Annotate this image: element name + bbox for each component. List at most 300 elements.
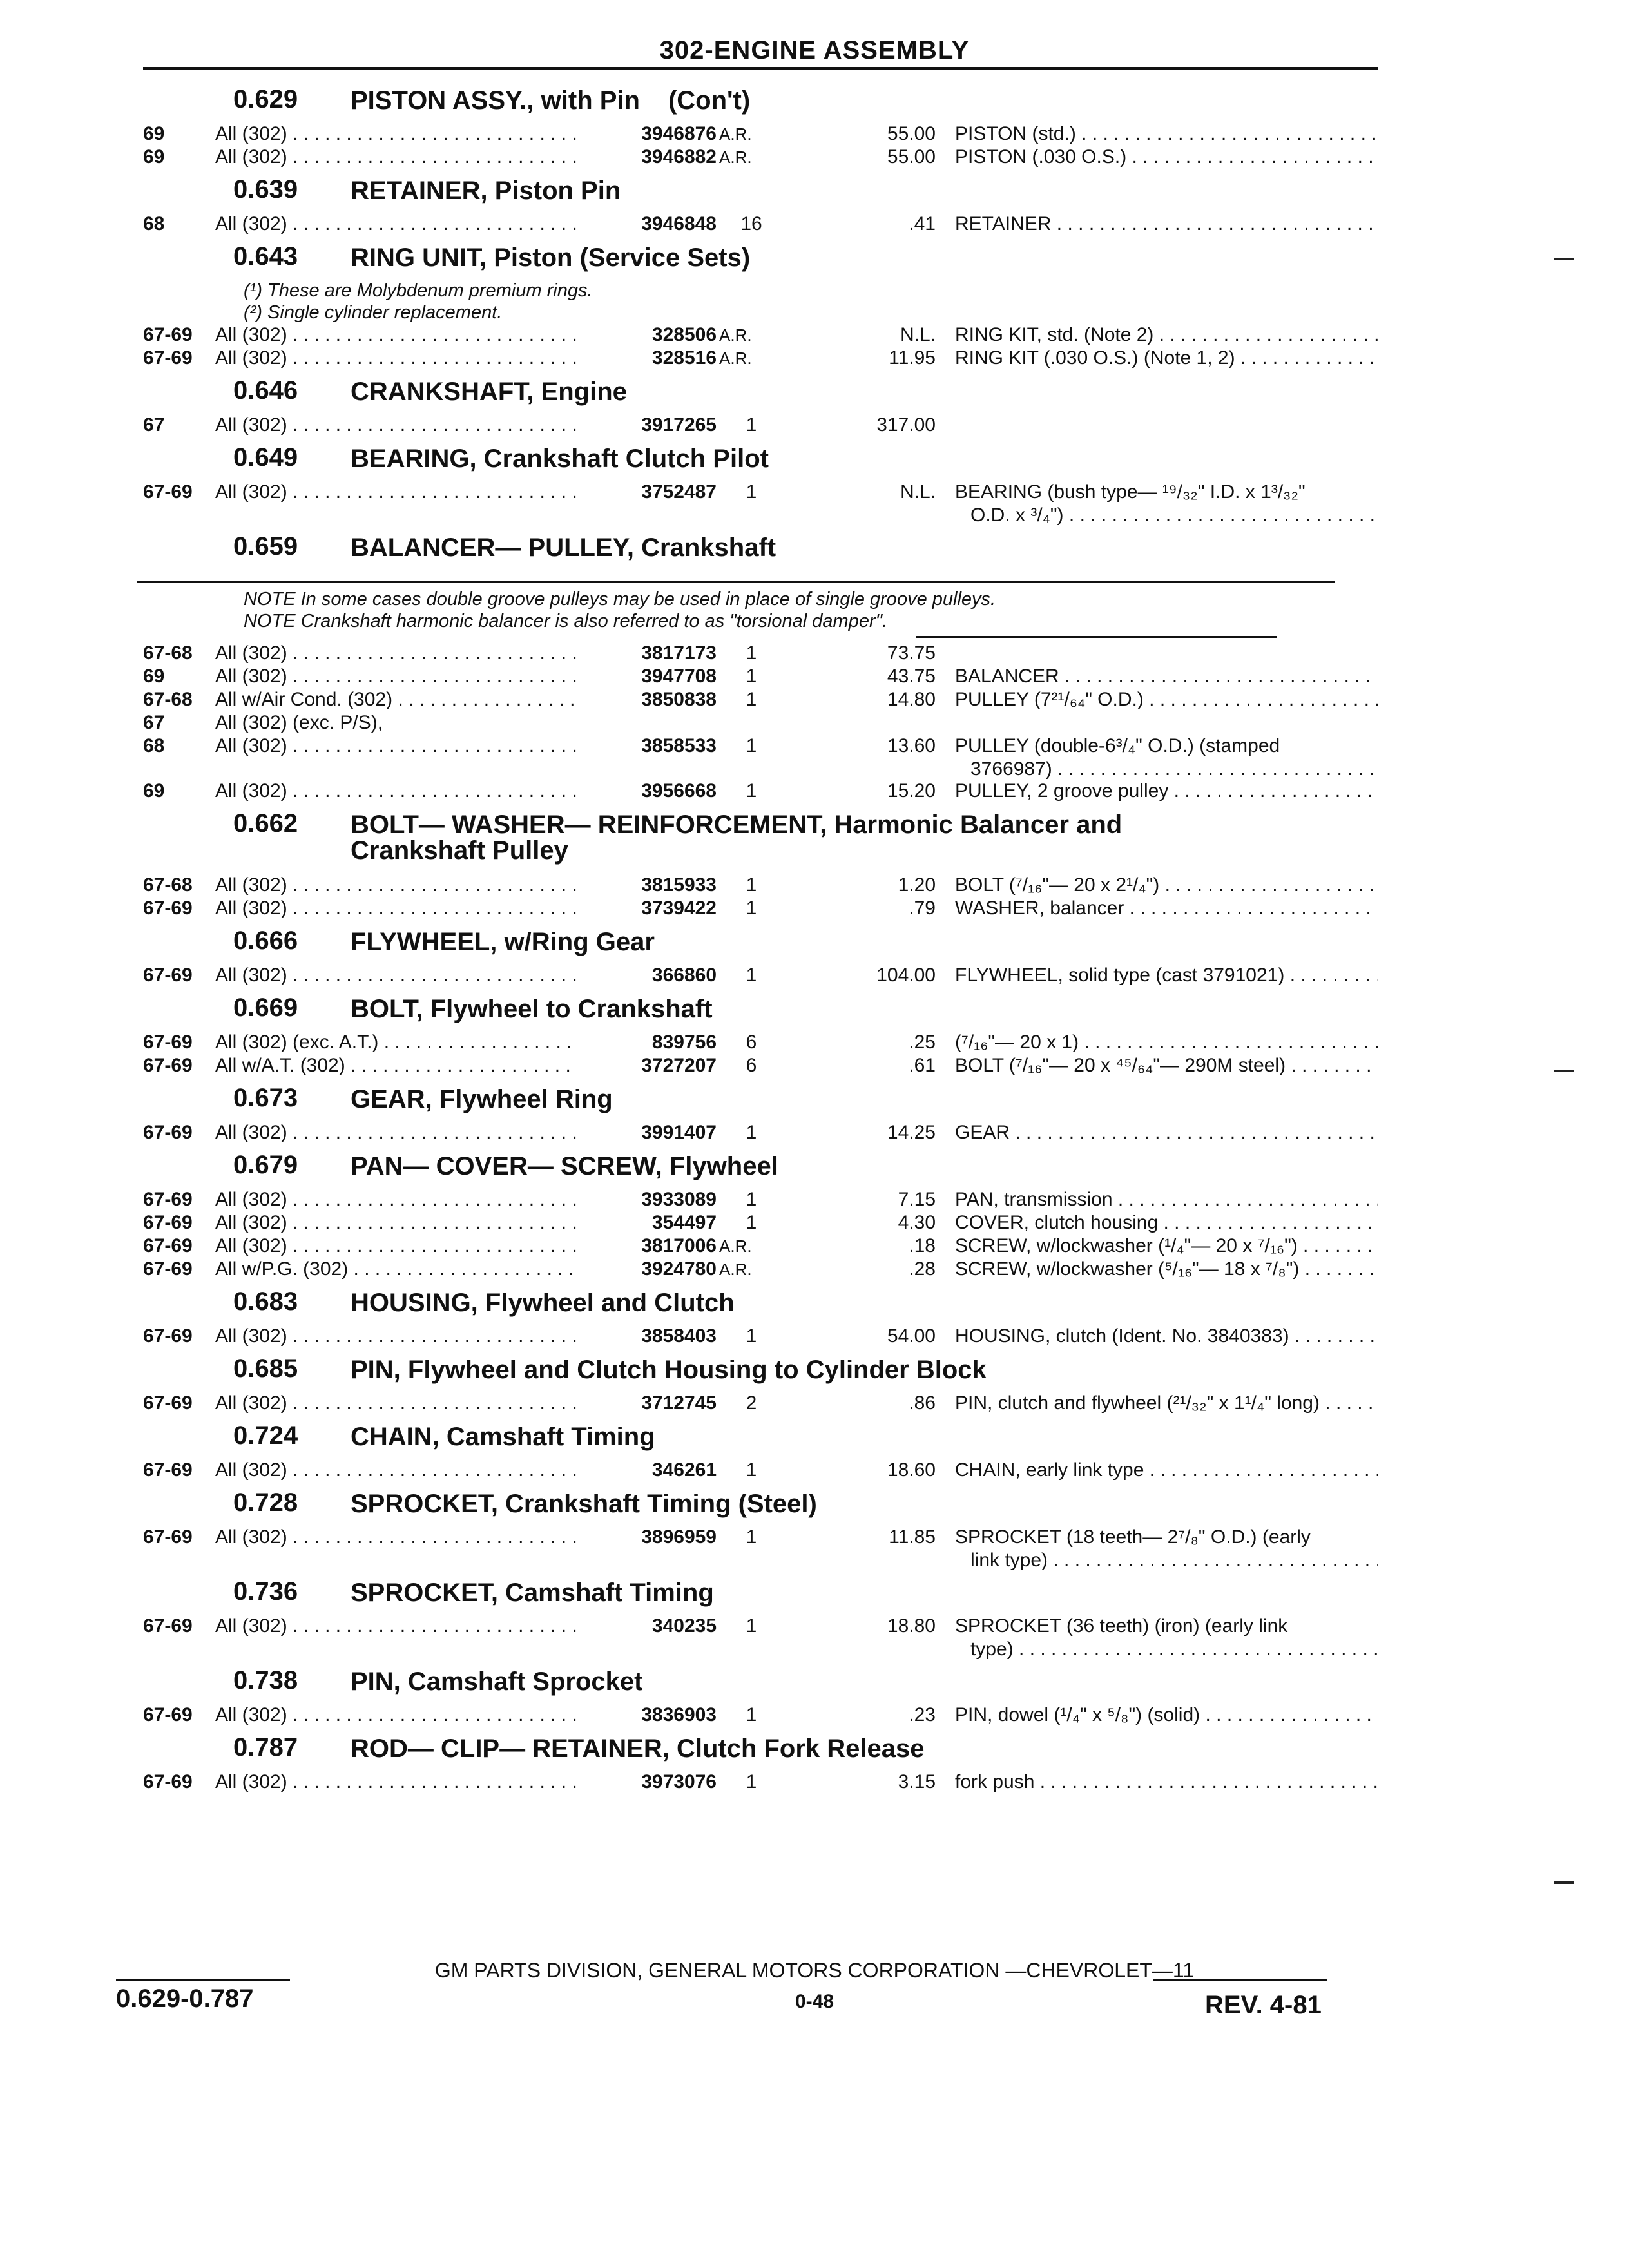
part-number: 354497	[651, 1212, 717, 1233]
table-row	[143, 780, 1378, 803]
part-number: 3924780	[641, 1258, 717, 1280]
group-number: 0.643	[233, 242, 298, 271]
section-header	[143, 1666, 1378, 1704]
section-title-text: FLYWHEEL, w/Ring Gear	[351, 928, 655, 956]
model-years: 69	[143, 123, 165, 144]
section-header	[143, 994, 1378, 1031]
description-line: BEARING (bush type— ¹⁹/₃₂" I.D. x 1³/₃₂"	[955, 481, 1306, 503]
section-header	[143, 1421, 1378, 1459]
list-price: .41	[909, 213, 936, 235]
application: All (302) . . .	[215, 665, 576, 688]
quantity-as-required: A.R.	[719, 349, 752, 368]
description-line: SCREW, w/lockwasher (¹/₄"— 20 x ⁷/₁₆") . . .	[955, 1235, 1378, 1258]
application: All (302) . . .	[215, 414, 576, 437]
section-title	[351, 178, 621, 204]
list-price: 43.75	[887, 666, 936, 687]
group-number: 0.738	[233, 1666, 298, 1695]
quantity: 1	[746, 414, 757, 436]
description-line: COVER, clutch housing . . .	[955, 1211, 1378, 1235]
model-years: 67-69	[143, 898, 193, 919]
part-number: 3947708	[641, 666, 717, 687]
application: All (302) . . .	[215, 1392, 576, 1415]
section-title	[351, 1424, 655, 1450]
table-row	[143, 665, 1378, 688]
table-row	[143, 1188, 1378, 1211]
part-number: 3815933	[641, 874, 717, 896]
model-years: 67-69	[143, 1704, 193, 1725]
section-title-text: GEAR, Flywheel Ring	[351, 1085, 613, 1113]
section-title-text: ROD— CLIP— RETAINER, Clutch Fork Release	[351, 1735, 925, 1763]
description-line: PAN, transmission . . .	[955, 1188, 1378, 1211]
group-number: 0.683	[233, 1287, 298, 1316]
description-line: type) . . .	[955, 1638, 1378, 1661]
list-price: 4.30	[898, 1212, 936, 1233]
part-description	[955, 1258, 1378, 1281]
model-years: 67-69	[143, 1615, 193, 1637]
table-row	[143, 688, 1378, 711]
model-years: 67-69	[143, 965, 193, 986]
part-number: 3946848	[641, 213, 717, 235]
model-years: 68	[143, 213, 165, 235]
section-header	[143, 1577, 1378, 1615]
section-title	[351, 812, 1122, 863]
quantity: 1	[746, 1122, 757, 1143]
section-title	[351, 1580, 714, 1606]
section-title-text: PAN— COVER— SCREW, Flywheel	[351, 1152, 778, 1180]
section-title	[351, 1086, 613, 1112]
part-number: 3712745	[641, 1392, 717, 1414]
table-row	[143, 1325, 1378, 1348]
application: All (302) . . .	[215, 146, 576, 169]
list-price: 55.00	[887, 123, 936, 144]
list-price: 13.60	[887, 735, 936, 756]
description-line: RETAINER . . .	[955, 213, 1378, 236]
section-header	[143, 1151, 1378, 1188]
section-note: (²) Single cylinder replacement.	[244, 302, 503, 323]
application: All (302) . . .	[215, 1615, 576, 1638]
section-header	[143, 927, 1378, 964]
part-description	[955, 688, 1378, 711]
part-description	[955, 1392, 1378, 1415]
section-title	[351, 88, 750, 113]
list-price: 54.00	[887, 1325, 936, 1347]
section-note: NOTE In some cases double groove pulleys may be used in place of single groove pulleys.	[244, 589, 996, 610]
table-row	[143, 122, 1378, 146]
section-header	[143, 85, 1378, 122]
list-price: 18.80	[887, 1615, 936, 1637]
application: All w/Air Cond. (302) . . .	[215, 688, 576, 711]
description-line: SCREW, w/lockwasher (⁵/₁₆"— 18 x ⁷/₈") . . .	[955, 1258, 1378, 1281]
application: All (302) . . .	[215, 347, 576, 370]
table-row	[143, 897, 1378, 920]
table-row	[143, 1054, 1378, 1077]
list-price: 317.00	[876, 414, 936, 436]
model-years: 67-68	[143, 689, 193, 710]
quantity: 1	[746, 666, 757, 687]
part-number: 3991407	[641, 1122, 717, 1143]
group-number: 0.639	[233, 175, 298, 204]
model-years: 67-69	[143, 1526, 193, 1548]
section-title-text: PISTON ASSY., with Pin	[351, 86, 640, 115]
model-years: 67-69	[143, 1771, 193, 1792]
section-header	[143, 376, 1378, 414]
part-description	[955, 1459, 1378, 1482]
list-price: 15.20	[887, 780, 936, 802]
list-price: 14.25	[887, 1122, 936, 1143]
group-number: 0.679	[233, 1151, 298, 1179]
part-description	[955, 1188, 1378, 1211]
part-number: 3858533	[641, 735, 717, 756]
group-number: 0.666	[233, 927, 298, 955]
list-price: .79	[909, 898, 936, 919]
table-row	[143, 642, 1378, 665]
application: All (302) (exc. A.T.) . . .	[215, 1031, 576, 1054]
section-title-text: BALANCER— PULLEY, Crankshaft	[351, 533, 776, 562]
list-price: 1.20	[898, 874, 936, 896]
footer-page-number: 0-48	[795, 1991, 834, 2012]
part-number: 3946876	[641, 123, 717, 144]
model-years: 67-69	[143, 481, 193, 503]
section-title-text: SPROCKET, Crankshaft Timing (Steel)	[351, 1490, 817, 1518]
group-number: 0.673	[233, 1084, 298, 1112]
list-price: 18.60	[887, 1459, 936, 1481]
part-description	[955, 1526, 1378, 1572]
model-years: 67-69	[143, 324, 193, 345]
table-row	[143, 1459, 1378, 1482]
model-years: 67-69	[143, 1212, 193, 1233]
model-years: 67-69	[143, 1055, 193, 1076]
quantity: 2	[746, 1392, 757, 1414]
description-line: WASHER, balancer . . .	[955, 897, 1378, 920]
footer-group-range: 0.629-0.787	[116, 1984, 254, 2013]
quantity: 1	[746, 1459, 757, 1481]
section-title-text: PIN, Flywheel and Clutch Housing to Cylinder Block	[351, 1356, 987, 1384]
table-row	[143, 1704, 1378, 1727]
group-number: 0.649	[233, 443, 298, 472]
table-row	[143, 1771, 1378, 1794]
group-number: 0.669	[233, 994, 298, 1022]
quantity: 1	[746, 481, 757, 503]
list-price: .23	[909, 1704, 936, 1725]
description-line: BOLT (⁷/₁₆"— 20 x ⁴⁵/₆₄"— 290M steel) . . .	[955, 1054, 1378, 1077]
part-number: 3850838	[641, 689, 717, 710]
table-row	[143, 481, 1378, 526]
table-row	[143, 1392, 1378, 1415]
list-price: .86	[909, 1392, 936, 1414]
table-row	[143, 414, 1378, 437]
section-title-text: BEARING, Crankshaft Clutch Pilot	[351, 445, 769, 473]
group-number: 0.659	[233, 532, 298, 561]
table-row	[143, 1235, 1378, 1258]
part-number: 3973076	[641, 1771, 717, 1792]
part-number: 839756	[651, 1032, 717, 1053]
application: All (302) . . .	[215, 642, 576, 665]
section-title-text: HOUSING, Flywheel and Clutch	[351, 1289, 735, 1317]
section-header	[143, 1287, 1378, 1325]
part-description	[955, 1121, 1378, 1144]
part-number: 328516	[651, 347, 717, 369]
section-title-text-2: Crankshaft Pulley	[351, 836, 568, 865]
table-row	[143, 1615, 1378, 1660]
part-number: 3739422	[641, 898, 717, 919]
part-number: 340235	[651, 1615, 717, 1637]
application: All (302) (exc. P/S),	[215, 712, 383, 733]
section-note: (¹) These are Molybdenum premium rings.	[244, 280, 593, 301]
section-title-text: BOLT— WASHER— REINFORCEMENT, Harmonic Balancer and	[351, 811, 1123, 839]
list-price: N.L.	[900, 481, 936, 503]
table-row	[143, 1258, 1378, 1281]
part-description	[955, 780, 1378, 803]
section-header	[143, 809, 1378, 874]
section-title	[351, 1290, 735, 1316]
section-header	[143, 242, 1378, 280]
list-price: 7.15	[898, 1189, 936, 1210]
section-title	[351, 1357, 987, 1383]
quantity: 1	[746, 965, 757, 986]
model-years: 67-69	[143, 1459, 193, 1481]
description-line: HOUSING, clutch (Ident. No. 3840383) . . .	[955, 1325, 1378, 1348]
table-row	[143, 347, 1378, 370]
application: All (302) . . .	[215, 213, 576, 236]
application: All (302) . . .	[215, 1771, 576, 1794]
part-number: 3858403	[641, 1325, 717, 1347]
description-line: 3766987) . . .	[955, 758, 1378, 781]
part-description	[955, 481, 1378, 527]
quantity-as-required: A.R.	[719, 124, 752, 144]
description-line: FLYWHEEL, solid type (cast 3791021) . . .	[955, 964, 1378, 987]
part-description	[955, 1235, 1378, 1258]
section-header	[143, 1488, 1378, 1526]
quantity-as-required: A.R.	[719, 1260, 752, 1279]
section-note: NOTE Crankshaft harmonic balancer is also referred to as "torsional damper".	[244, 611, 887, 631]
table-row	[143, 213, 1378, 236]
table-row	[143, 1526, 1378, 1571]
list-price: 73.75	[887, 642, 936, 664]
part-description	[955, 1031, 1378, 1054]
description-line: PULLEY (7²¹/₆₄" O.D.) . . .	[955, 688, 1378, 711]
quantity: 1	[746, 898, 757, 919]
section-title	[351, 996, 713, 1022]
quantity: 1	[746, 642, 757, 664]
section-header	[143, 1733, 1378, 1771]
note-rule	[137, 581, 1335, 583]
margin-tick	[1554, 258, 1574, 260]
quantity: 16	[740, 213, 762, 235]
description-line: CHAIN, early link type . . .	[955, 1459, 1378, 1482]
model-years: 67-68	[143, 874, 193, 896]
group-number: 0.736	[233, 1577, 298, 1606]
section-title-text: PIN, Camshaft Sprocket	[351, 1667, 643, 1696]
description-line: BOLT (⁷/₁₆"— 20 x 2¹/₄") . . .	[955, 874, 1378, 897]
quantity: 1	[746, 1325, 757, 1347]
list-price: N.L.	[900, 324, 936, 345]
margin-tick	[1554, 1881, 1574, 1884]
quantity-as-required: A.R.	[719, 1236, 752, 1256]
description-line: PULLEY, 2 groove pulley . . .	[955, 780, 1378, 803]
model-years: 67-69	[143, 1032, 193, 1053]
application: All (302) . . .	[215, 481, 576, 504]
quantity: 1	[746, 689, 757, 710]
section-header	[143, 532, 1378, 570]
group-number: 0.724	[233, 1421, 298, 1450]
model-years: 69	[143, 146, 165, 168]
part-description	[955, 146, 1378, 169]
section-header	[143, 175, 1378, 213]
part-number: 3836903	[641, 1704, 717, 1725]
table-row	[143, 964, 1378, 987]
description-line: GEAR . . .	[955, 1121, 1378, 1144]
model-years: 69	[143, 666, 165, 687]
application: All (302) . . .	[215, 122, 576, 146]
quantity: 1	[746, 874, 757, 896]
model-years: 68	[143, 735, 165, 756]
group-number: 0.646	[233, 376, 298, 405]
section-header	[143, 443, 1378, 481]
part-number: 346261	[651, 1459, 717, 1481]
quantity: 1	[746, 1189, 757, 1210]
quantity: 1	[746, 1526, 757, 1548]
quantity: 1	[746, 1771, 757, 1792]
parts-listing	[143, 85, 1378, 1794]
description-line: RING KIT (.030 O.S.) (Note 1, 2) . . .	[955, 347, 1378, 370]
application: All (302) . . .	[215, 1325, 576, 1348]
list-price: 104.00	[876, 965, 936, 986]
application: All (302) . . .	[215, 780, 576, 803]
description-line: PIN, clutch and flywheel (²¹/₃₂" x 1¹/₄" long) . . .	[955, 1392, 1378, 1415]
group-number: 0.787	[233, 1733, 298, 1762]
part-number: 3896959	[641, 1526, 717, 1548]
part-description	[955, 897, 1378, 920]
model-years: 67-68	[143, 642, 193, 664]
footer-publisher: GM PARTS DIVISION, GENERAL MOTORS CORPORATION —CHEVROLET—11	[434, 1959, 1195, 1982]
list-price: 11.85	[889, 1526, 936, 1548]
description-line: fork push . . .	[955, 1771, 1378, 1794]
description-line: O.D. x ³/₄") . . .	[955, 504, 1378, 527]
application: All (302) . . .	[215, 964, 576, 987]
section-title	[351, 245, 750, 271]
model-years: 67-69	[143, 1122, 193, 1143]
description-line: BALANCER . . .	[955, 665, 1378, 688]
model-years: 67-69	[143, 1392, 193, 1414]
table-row	[143, 711, 1378, 735]
part-number: 3956668	[641, 780, 717, 802]
part-description	[955, 1704, 1378, 1727]
part-description	[955, 1054, 1378, 1077]
group-number: 0.662	[233, 809, 298, 838]
application: All (302) . . .	[215, 1121, 576, 1144]
part-number: 328506	[651, 324, 717, 345]
group-number: 0.629	[233, 85, 298, 113]
table-row	[143, 735, 1378, 780]
list-price: .61	[909, 1055, 936, 1076]
list-price: .25	[909, 1032, 936, 1053]
section-title	[351, 535, 776, 561]
part-number: 3727207	[641, 1055, 717, 1076]
application: All w/P.G. (302) . . .	[215, 1258, 576, 1281]
application: All (302) . . .	[215, 1459, 576, 1482]
section-title-text: SPROCKET, Camshaft Timing	[351, 1579, 714, 1607]
model-years: 67-69	[143, 1189, 193, 1210]
part-description	[955, 122, 1378, 146]
list-price: 11.95	[889, 347, 936, 369]
part-description	[955, 323, 1378, 347]
description-line: PISTON (.030 O.S.) . . .	[955, 146, 1378, 169]
model-years: 67-69	[143, 1325, 193, 1347]
description-line: link type) . . .	[955, 1549, 1378, 1572]
group-number: 0.685	[233, 1354, 298, 1383]
part-number: 3817173	[641, 642, 717, 664]
page-title: 302-ENGINE ASSEMBLY	[659, 36, 970, 64]
application: All (302) . . .	[215, 1235, 576, 1258]
section-title-text: CHAIN, Camshaft Timing	[351, 1423, 655, 1451]
section-title-text: BOLT, Flywheel to Crankshaft	[351, 995, 713, 1023]
description-line: PIN, dowel (¹/₄" x ⁵/₈") (solid) . . .	[955, 1704, 1378, 1727]
section-title	[351, 1153, 778, 1179]
section-title	[351, 1491, 817, 1517]
table-row	[143, 146, 1378, 169]
quantity: 1	[746, 1212, 757, 1233]
footer-revision: REV. 4-81	[1205, 1991, 1322, 2019]
table-row	[143, 1211, 1378, 1235]
table-row	[143, 323, 1378, 347]
model-years: 67-69	[143, 347, 193, 369]
table-row	[143, 874, 1378, 897]
section-title-text: RETAINER, Piston Pin	[351, 177, 621, 205]
quantity-as-required: A.R.	[719, 148, 752, 167]
description-line: SPROCKET (36 teeth) (iron) (early link	[955, 1615, 1288, 1637]
section-title	[351, 446, 769, 472]
part-description	[955, 347, 1378, 370]
description-line: PULLEY (double-6³/₄" O.D.) (stamped	[955, 735, 1280, 756]
section-title	[351, 929, 655, 955]
quantity-as-required: A.R.	[719, 325, 752, 345]
section-title	[351, 1736, 925, 1762]
model-years: 69	[143, 780, 165, 802]
model-years: 67-69	[143, 1258, 193, 1280]
list-price: 55.00	[887, 146, 936, 168]
model-years: 67	[143, 712, 165, 733]
description-line: SPROCKET (18 teeth— 2⁷/₈" O.D.) (early	[955, 1526, 1311, 1548]
part-description	[955, 1615, 1378, 1661]
section-header	[143, 1354, 1378, 1392]
part-description	[955, 964, 1378, 987]
application: All (302) . . .	[215, 735, 576, 758]
part-description	[955, 1771, 1378, 1794]
model-years: 67	[143, 414, 165, 436]
quantity: 1	[746, 780, 757, 802]
margin-tick	[1554, 1070, 1574, 1072]
list-price: 14.80	[887, 689, 936, 710]
table-row	[143, 1031, 1378, 1054]
part-description	[955, 735, 1378, 781]
application: All (302) . . .	[215, 323, 576, 347]
section-title	[351, 1669, 642, 1695]
header-rule	[143, 67, 1378, 70]
application: All (302) . . .	[215, 1704, 576, 1727]
part-description	[955, 1211, 1378, 1235]
application: All (302) . . .	[215, 1526, 576, 1549]
application: All (302) . . .	[215, 1211, 576, 1235]
application: All w/A.T. (302) . . .	[215, 1054, 576, 1077]
part-number: 3817006	[641, 1235, 717, 1256]
part-description	[955, 874, 1378, 897]
part-number: 3946882	[641, 146, 717, 168]
part-description	[955, 1325, 1378, 1348]
description-line: (⁷/₁₆"— 20 x 1) . . .	[955, 1031, 1378, 1054]
section-header	[143, 1084, 1378, 1121]
section-title-text: RING UNIT, Piston (Service Sets)	[351, 244, 751, 272]
quantity: 1	[746, 1704, 757, 1725]
